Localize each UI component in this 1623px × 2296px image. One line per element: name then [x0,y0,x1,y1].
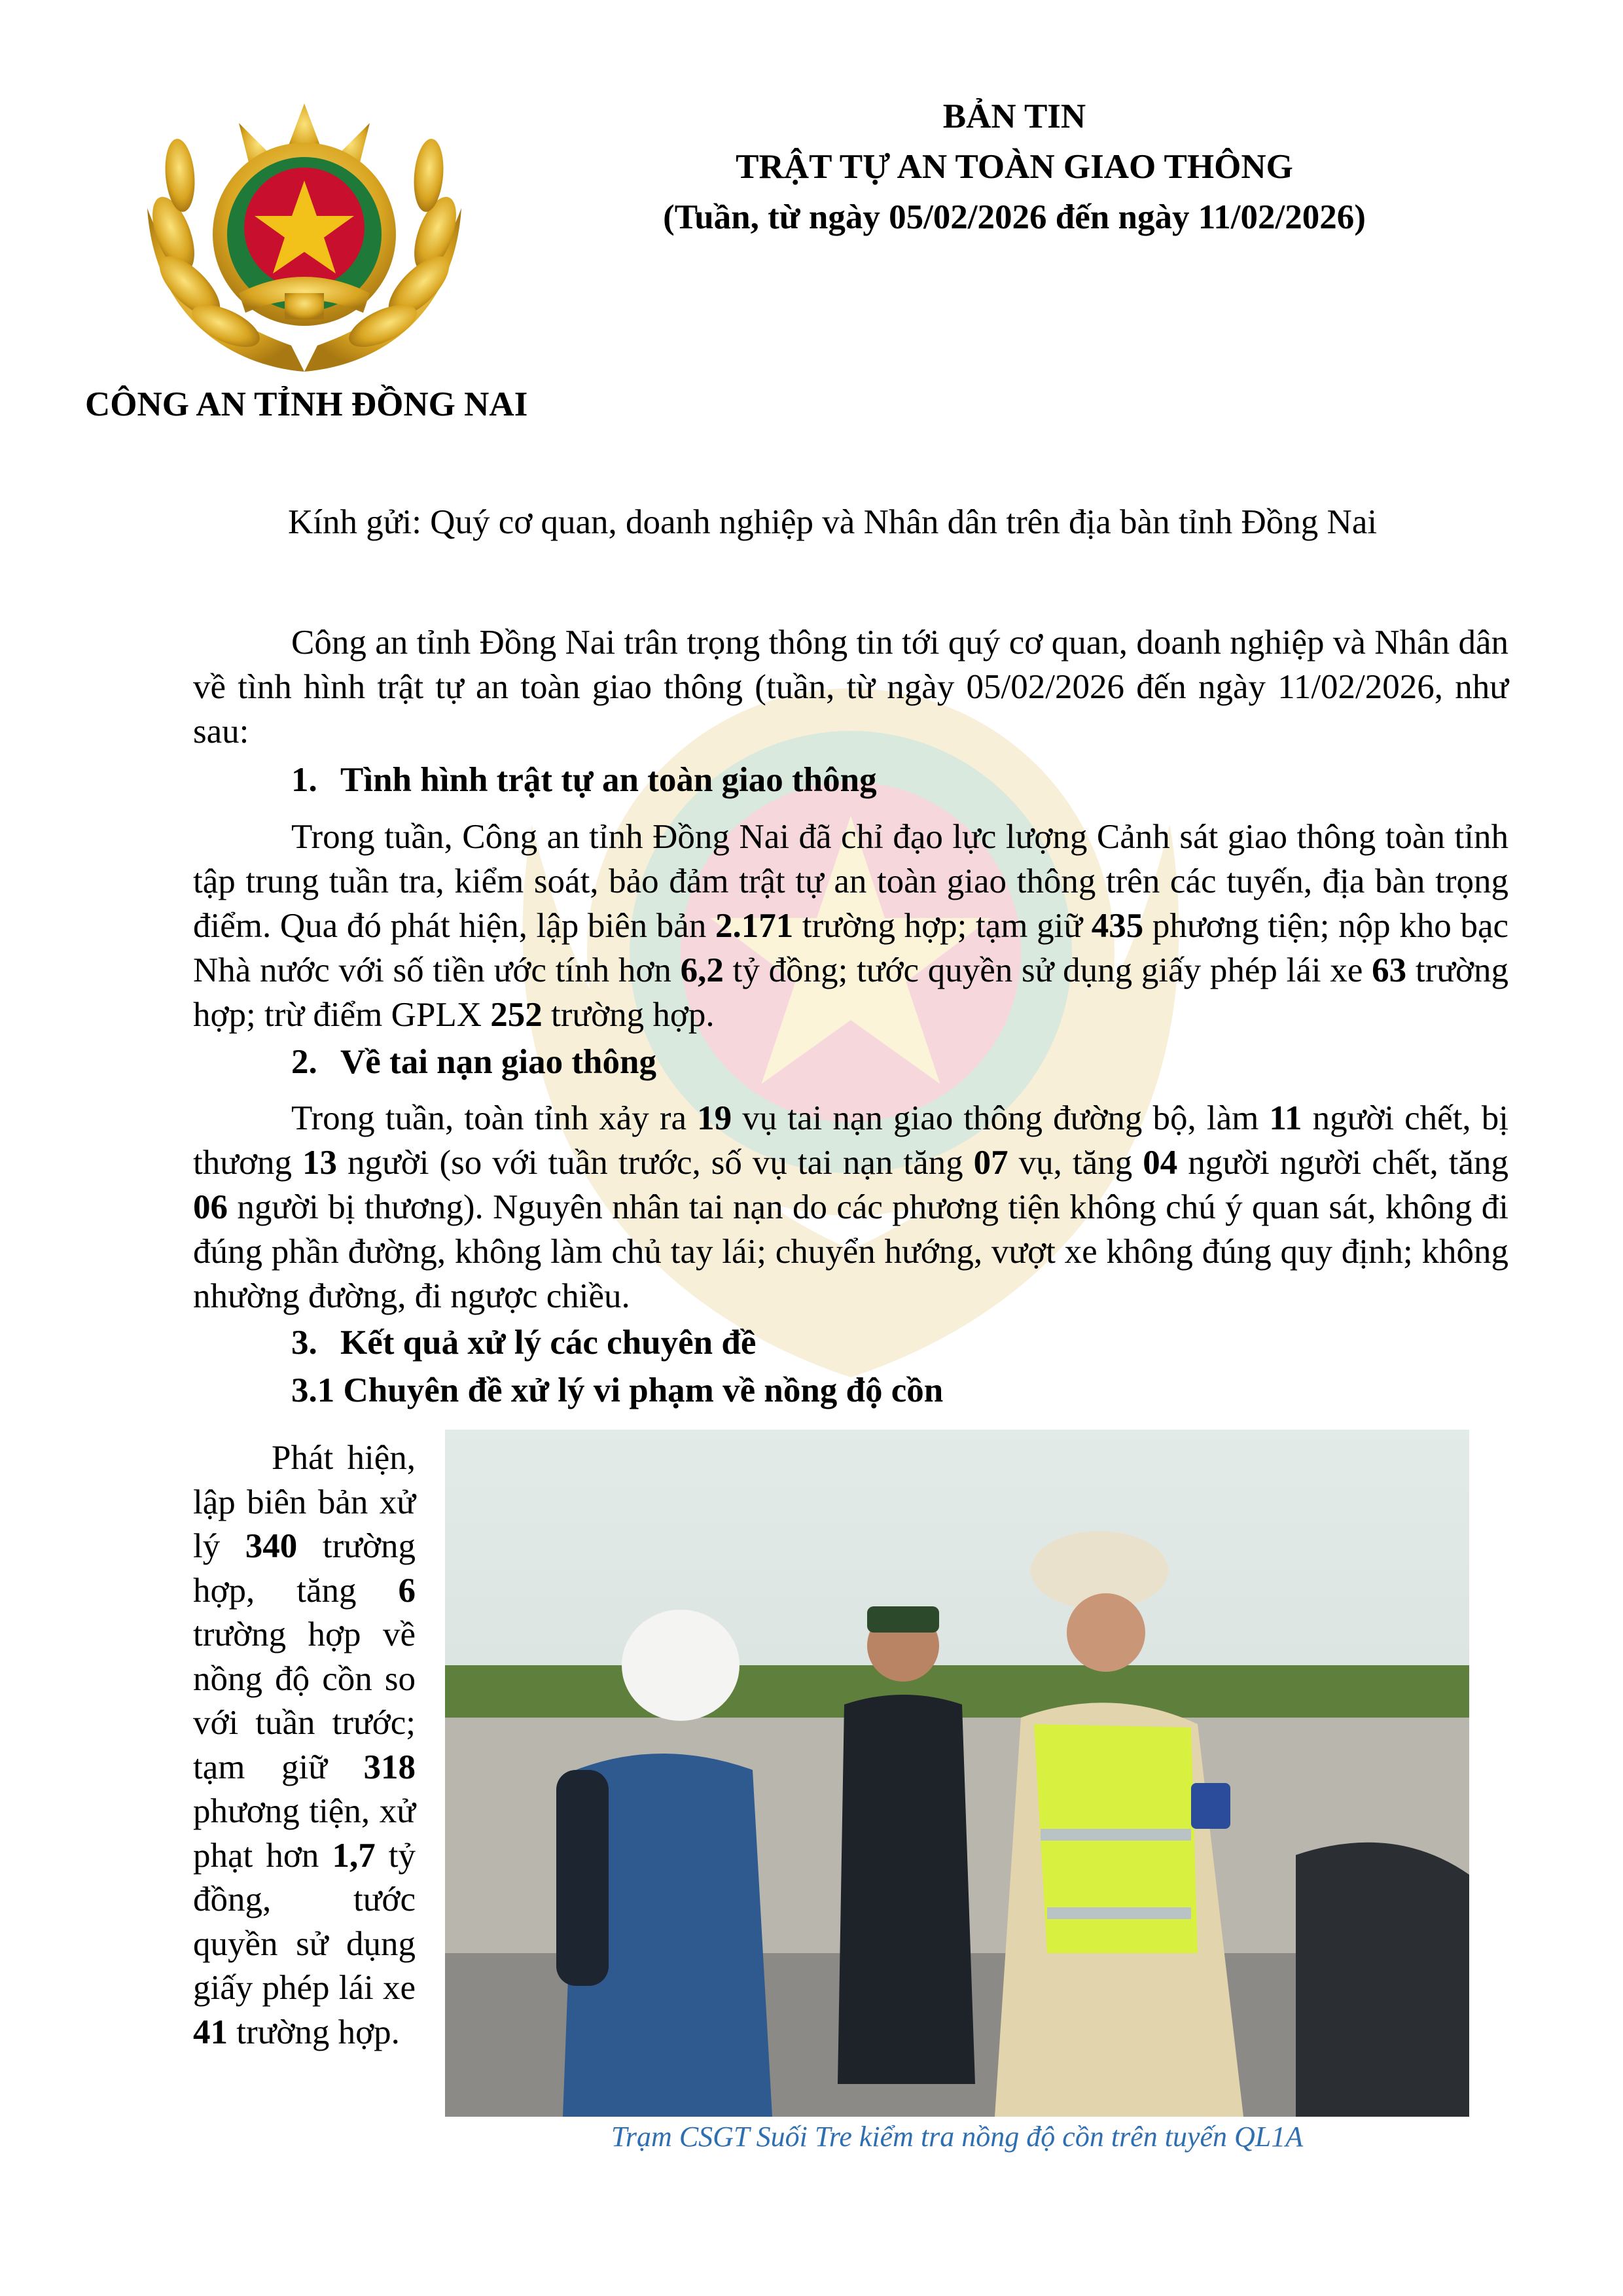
section-number: 1. [291,761,317,799]
police-emblem-icon [128,97,481,385]
stat-alcohol-vehicles: 318 [363,1748,416,1786]
stat-revoked: 63 [1372,951,1407,989]
section-3-1-heading: 3.1 Chuyên đề xử lý vi phạm về nồng độ cồn [291,1371,944,1409]
stat-dead-increase: 04 [1143,1144,1178,1182]
stat-alcohol-cases: 340 [245,1527,298,1565]
section-3-heading [291,1323,756,1362]
stat-accidents: 19 [697,1099,732,1137]
stat-vehicles: 435 [1091,907,1144,945]
checkpoint-photo [445,1430,1469,2117]
stat-accident-increase: 07 [973,1144,1008,1182]
section-number: 2. [291,1043,317,1081]
stat-injured-increase: 06 [193,1188,228,1226]
photo-caption: Trạm CSGT Suối Tre kiểm tra nồng độ cồn trên tuyến QL1A [611,2121,1304,2153]
bulletin-title: BẢN TIN [942,97,1086,135]
stat-injured: 13 [302,1144,337,1182]
intro-paragraph: Công an tỉnh Đồng Nai trân trọng thông tin tới quý cơ quan, doanh nghiệp và Nhân dân về tình hình trật tự an toàn giao thông (tuần, từ ngày 05/02/2026 đến ngày 11/02/2026, như sau: [193,624,1508,751]
organization-name: CÔNG AN TỈNH ĐỒNG NAI [85,385,528,423]
section-number: 3. [291,1324,317,1362]
section-3-1-paragraph: Phát hiện, lập biên bản xử lý 340 trường hợp, tăng 6 trường hợp về nồng độ cồn so với tuần trước; tạm giữ 318 phương tiện, xử phạt hơn 1,7 tỷ đồng, tước quyền sử dụng giấy phép lái xe 41 trường hợp. [193,1439,416,2051]
section-title: Về tai nạn giao thông [340,1043,656,1081]
section-title: Tình hình trật tự an toàn giao thông [340,761,877,799]
section-2-paragraph: Trong tuần, toàn tỉnh xảy ra 19 vụ tai nạn giao thông đường bộ, làm 11 người chết, bị thương 13 người (so với tuần trước, số vụ tai nạn tăng 07 vụ, tăng 04 người người chết, tăng 06 người bị thương). Nguyên nhân tai nạn do các phương tiện không chú ý quan sát, không đi đúng phần đường, không làm chủ tay lái; chuyển hướng, vượt xe không đúng quy định; không nhường đường, đi ngược chiều. [193,1099,1509,1315]
section-1-paragraph: Trong tuần, Công an tỉnh Đồng Nai đã chỉ đạo lực lượng Cảnh sát giao thông toàn tỉnh tập trung tuần tra, kiểm soát, bảo đảm trật tự an toàn giao thông trên các tuyến, địa bàn trọng điểm. Qua đó phát hiện, lập biên bản 2.171 trường hợp; tạm giữ 435 phương tiện; nộp kho bạc Nhà nước với số tiền ước tính hơn 6,2 tỷ đồng; tước quyền sử dụng giấy phép lái xe 63 trường hợp; trừ điểm GPLX 252 trường hợp. [193,818,1508,1034]
stat-points: 252 [490,996,543,1034]
stat-alcohol-increase: 6 [398,1571,416,1610]
section-title: Kết quả xử lý các chuyên đề [340,1324,757,1362]
stat-alcohol-revoked: 41 [193,2013,228,2051]
bulletin-period: (Tuần, từ ngày 05/02/2026 đến ngày 11/02/2026) [663,198,1366,236]
stat-money: 6,2 [680,951,724,989]
section-1-heading [291,760,877,800]
greeting: Kính gửi: Quý cơ quan, doanh nghiệp và Nhân dân trên địa bàn tỉnh Đồng Nai [288,503,1378,541]
bulletin-subtitle: TRẬT TỰ AN TOÀN GIAO THÔNG [736,148,1293,186]
section-2-heading [291,1042,656,1082]
stat-dead: 11 [1269,1099,1302,1137]
stat-cases: 2.171 [715,907,794,945]
stat-alcohol-fine: 1,7 [332,1836,376,1875]
